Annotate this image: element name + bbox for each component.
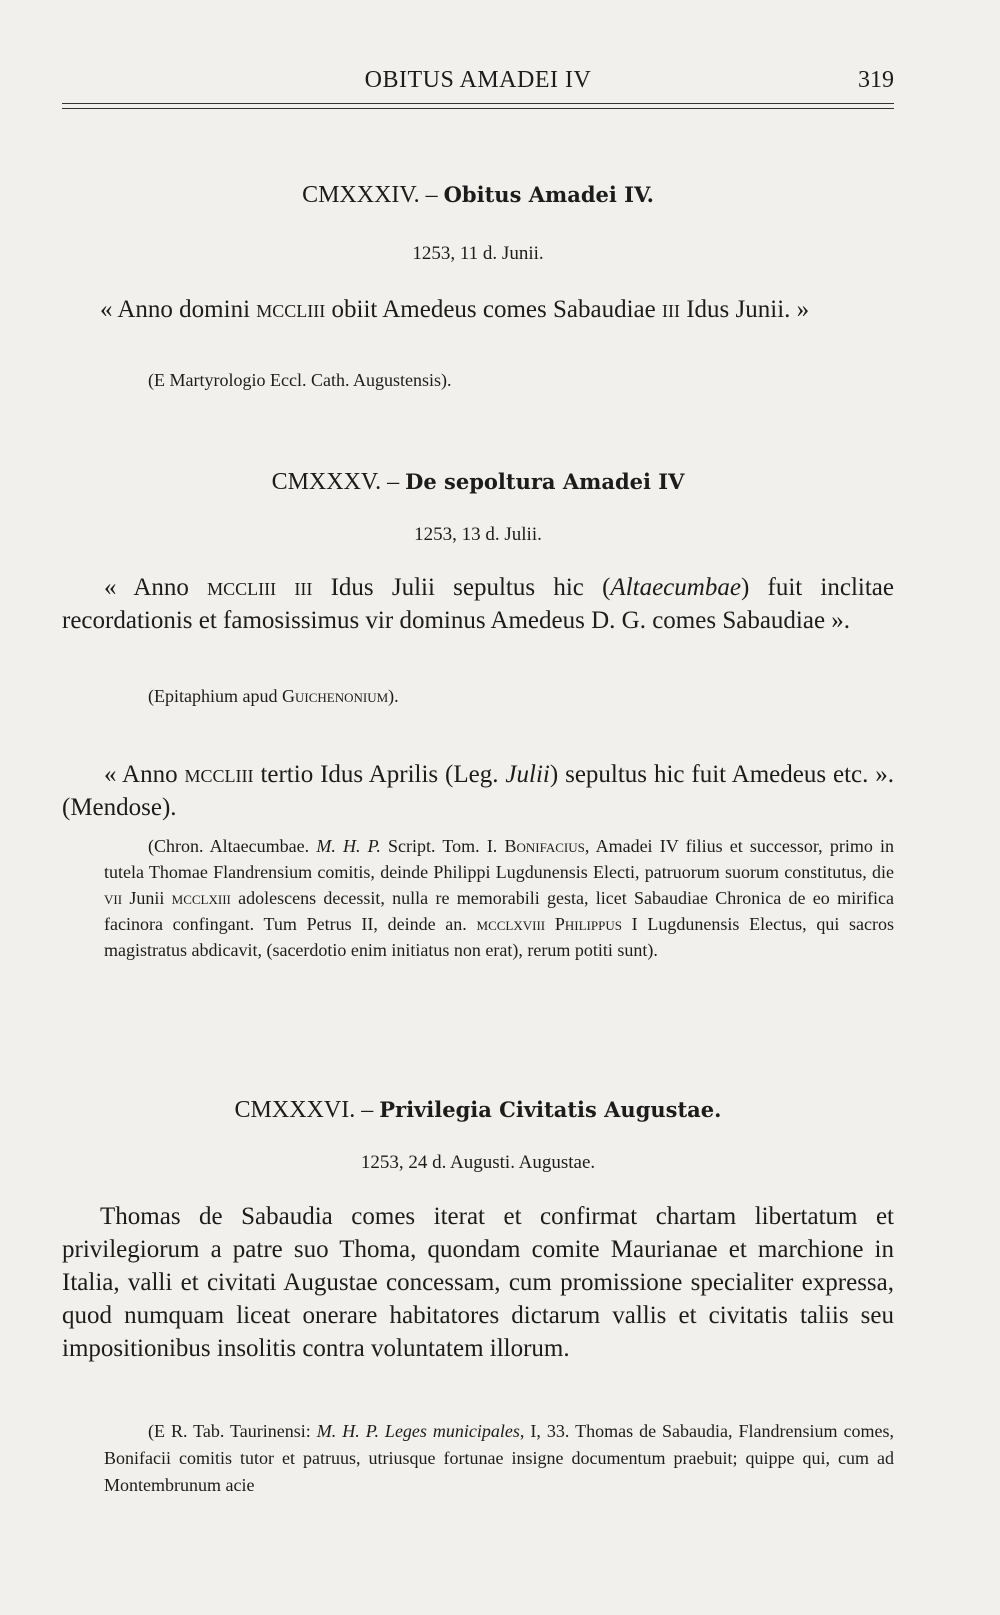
- section-title: Privilegia Civitatis Augustae.: [379, 1097, 722, 1122]
- text-run: tertio Idus Aprilis (Leg.: [260, 761, 499, 788]
- source-note: [148, 683, 894, 709]
- section-heading: [62, 181, 894, 209]
- text-run: « Anno: [104, 761, 178, 788]
- text-run: I Lugdunensis Electus, qui sacros magistratus abdicavit, (sacerdotio enim initiatus non erat), rerum potiti sunt).: [104, 914, 895, 960]
- commentary-note: [104, 833, 894, 963]
- text-run: , Amadei IV filius et successor, primo in tutela Thomae Flandrensium comitis, deinde Philippi Lugdunensis Electi, patruorum suorum constitutus, die: [104, 836, 895, 882]
- section-heading: [62, 468, 894, 496]
- section-text: [62, 293, 894, 326]
- section-number: CMXXXVI. –: [234, 1097, 374, 1123]
- roman-numeral: mccliii iii: [207, 574, 313, 601]
- header-rule: [62, 103, 894, 104]
- text-run: « Anno domini: [100, 296, 251, 323]
- section-number: CMXXXIV. –: [302, 182, 438, 208]
- text-run: « Anno: [104, 574, 189, 601]
- text-run: ) fuit inclitae recordationis et famosissimus vir dominus Amedeus D. G. comes Sabaudiae ».: [62, 574, 895, 634]
- running-title: OBITUS AMADEI IV: [364, 67, 592, 93]
- italic-run: Altaecumbae: [610, 574, 741, 601]
- text-run: (Chron. Altaecumbae.: [148, 836, 310, 856]
- section-text-variant: [62, 758, 894, 824]
- section-number: CMXXXV. –: [271, 469, 400, 495]
- roman-numeral: mccliii: [256, 296, 326, 323]
- roman-numeral: mccliii: [184, 761, 254, 788]
- text-run: (E R. Tab. Taurinensi:: [148, 1421, 311, 1441]
- section-title: De sepoltura Amadei IV: [405, 469, 685, 494]
- regest-text: Thomas de Sabaudia comes iterat et confirmat chartam libertatum et privilegiorum a patre suo Thoma, quondam comite Maurianae et marchione in Italia, valli et civitati Augustae concessam, cum promissione specialiter expressa, quod numquam liceat onerare habitatores dictarum vallis et civitatis taliis seu impositionibus insolitis contra voluntatem illorum.: [62, 1203, 894, 1362]
- text-run: ).: [388, 686, 399, 706]
- roman-numeral: vii: [104, 888, 123, 908]
- text-run: Idus Junii. »: [686, 296, 810, 323]
- italic-run: M. H. P. Leges municipales: [316, 1421, 520, 1441]
- section-text: [62, 571, 894, 637]
- section-title: Obitus Amadei IV.: [443, 182, 654, 207]
- page-number: 319: [858, 67, 894, 93]
- author-name: Guichenonium: [281, 686, 389, 706]
- person-name: Philippus: [554, 914, 622, 934]
- citation-note: [104, 1418, 894, 1499]
- section-date: 1253, 13 d. Julii.: [414, 524, 542, 545]
- text-run: (Epitaphium apud: [148, 686, 278, 706]
- section-date: 1253, 24 d. Augusti. Augustae.: [360, 1152, 596, 1173]
- source-note: (E Martyrologio Eccl. Cath. Augustensis).: [148, 370, 452, 390]
- text-run: Idus Julii sepultus hic (: [330, 574, 611, 601]
- text-run: Junii: [129, 888, 165, 908]
- text-run: adolescens decessit, nulla re memorabili gesta, licet Sabaudiae Chronica de eo mirifica facinora confingant. Tum Petrus II, deinde an.: [104, 888, 895, 934]
- italic-run: Julii: [505, 761, 550, 788]
- italic-run: M. H. P.: [316, 836, 381, 856]
- text-run: , I, 33. Thomas de Sabaudia, Flandrensium comes, Bonifacii comitis tutor et patruus, utriusque fortunae insigne documentum praebuit; quippe qui, cum ad Montembrunum acie: [104, 1421, 894, 1495]
- text-run: Script. Tom. I.: [388, 836, 498, 856]
- roman-numeral: iii: [662, 296, 680, 323]
- header-rule-thin: [62, 108, 894, 109]
- roman-numeral: mcclxviii: [476, 914, 546, 934]
- text-run: ) sepultus hic fuit Amedeus etc. ». (Mendose).: [62, 761, 895, 821]
- text-run: obiit Amedeus comes Sabaudiae: [331, 296, 656, 323]
- section-date: 1253, 11 d. Junii.: [412, 243, 544, 264]
- section-heading: [62, 1096, 894, 1124]
- roman-numeral: mcclxiii: [171, 888, 231, 908]
- person-name: Bonifacius: [504, 836, 585, 856]
